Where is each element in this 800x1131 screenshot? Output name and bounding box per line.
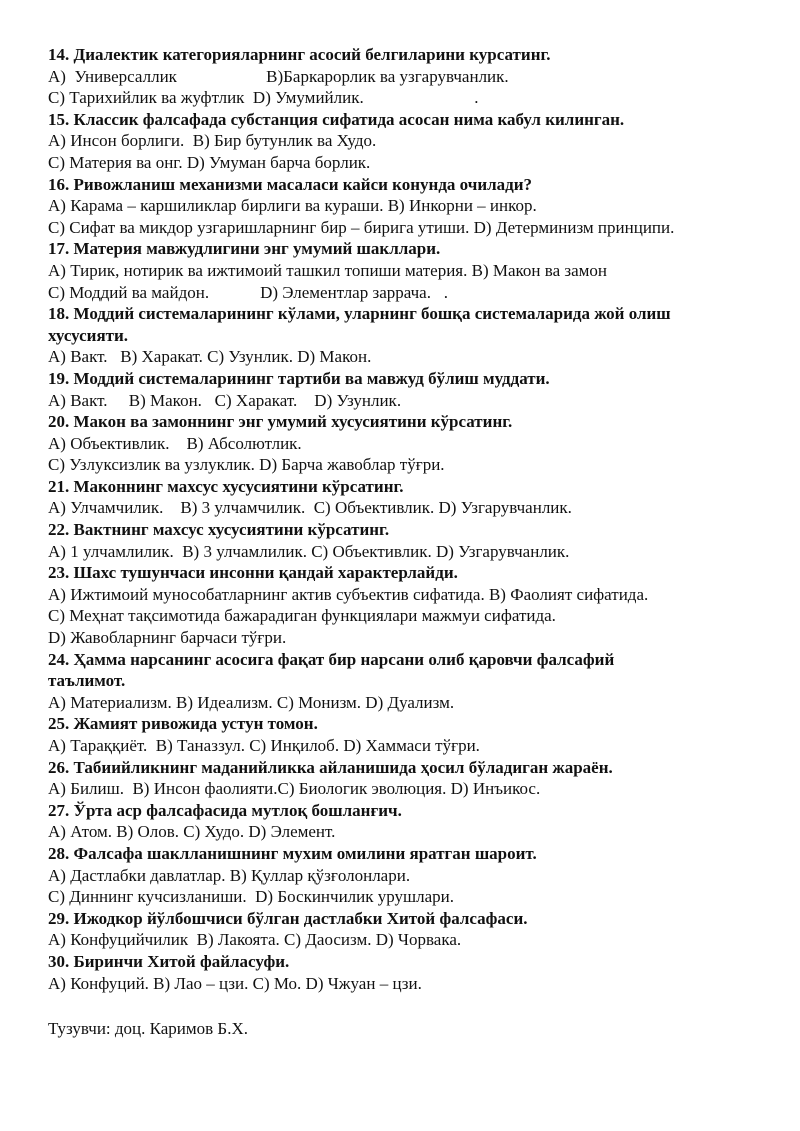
- answer-options: C) Моддий ва майдон. D) Элементлар заррача. .: [48, 282, 448, 302]
- question-text: 25. Жамият ривожида устун томон.: [48, 714, 318, 734]
- question-text: хусусияти.: [48, 325, 129, 345]
- question-text: 18. Моддий системаларининг кўлами, уларнинг бошқа системаларида жой олиш: [48, 304, 671, 324]
- author-signature: Тузувчи: доц. Каримов Б.Х.: [48, 1019, 248, 1038]
- question-text: 28. Фалсафа шаклланишнинг мухим омилини яратган шароит.: [48, 843, 537, 863]
- answer-options: C) Диннинг кучсизланиши. D) Боскинчилик урушлари.: [48, 887, 454, 907]
- answer-options: A) Универсаллик B)Баркарорлик ва узгарувчанлик.: [48, 66, 509, 86]
- question-text: 20. Макон ва замоннинг энг умумий хусусиятини кўрсатинг.: [48, 412, 513, 432]
- answer-options: A) 1 улчамлилик. B) 3 улчамлилик. C) Объективлик. D) Узгарувчанлик.: [48, 541, 570, 561]
- answer-options: A) Карама – каршиликлар бирлиги ва кураши. B) Инкорни – инкор.: [48, 196, 537, 216]
- question-list: [48, 44, 768, 994]
- question-text: 30. Биринчи Хитой файласуфи.: [48, 951, 290, 971]
- answer-options: A) Объективлик. B) Абсолютлик.: [48, 433, 302, 453]
- question-text: 14. Диалектик категорияларнинг асосий белгиларини курсатинг.: [48, 45, 551, 64]
- answer-options: A) Тараққиёт. B) Таназзул. C) Инқилоб. D) Хаммаси тўғри.: [48, 736, 480, 755]
- question-text: 29. Ижодкор йўлбошчиси бўлган дастлабки Хитой фалсафаси.: [48, 908, 528, 928]
- question-text: 26. Табиийликнинг маданийликка айланишида ҳосил бўладиган жараён.: [48, 757, 613, 777]
- answer-options: A) Инсон борлиги. B) Бир бутунлик ва Худо.: [48, 131, 377, 151]
- answer-options: A) Конфуцийчилик B) Лакоята. C) Даосизм. D) Чорвака.: [48, 930, 462, 950]
- answer-options: A) Материализм. B) Идеализм. C) Монизм. D) Дуализм.: [48, 692, 455, 712]
- answer-options: A) Вакт. B) Харакат. C) Узунлик. D) Макон.: [48, 347, 372, 367]
- answer-options: C) Материя ва онг. D) Умуман барча борлик.: [48, 152, 371, 172]
- question-text: 19. Моддий системаларининг тартиби ва мавжуд бўлиш муддати.: [48, 368, 550, 388]
- question-text: 27. Ўрта аср фалсафасида мутлоқ бошланғич.: [48, 800, 402, 820]
- answer-options: C) Тарихийлик ва жуфтлик D) Умумийлик. .: [48, 88, 479, 108]
- question-text: 17. Материя мавжудлигини энг умумий шакллари.: [48, 239, 441, 259]
- question-text: 21. Маконнинг махсус хусусиятини кўрсатинг.: [48, 476, 404, 496]
- question-text: таълимот.: [48, 671, 126, 691]
- question-text: 16. Ривожланиш механизми масаласи кайси конунда очилади?: [48, 174, 533, 194]
- answer-options: C) Узлуксизлик ва узлуклик. D) Барча жавоблар тўғри.: [48, 455, 445, 475]
- question-text: 23. Шахс тушунчаси инсонни қандай характерлайди.: [48, 563, 458, 583]
- answer-options: A) Тирик, нотирик ва ижтимоий ташкил топиши материя. B) Макон ва замон: [48, 260, 607, 280]
- question-text: 24. Ҳамма нарсанинг асосига фақат бир нарсани олиб қаровчи фалсафий: [48, 649, 615, 669]
- answer-options: A) Вакт. B) Макон. C) Харакат. D) Узунлик.: [48, 390, 402, 410]
- question-text: 15. Классик фалсафада субстанция сифатида асосан нима кабул килинган.: [48, 109, 625, 129]
- answer-options: A) Конфуций. B) Лао – цзи. C) Мо. D) Чжуан – цзи.: [48, 973, 422, 993]
- answer-options: D) Жавобларнинг барчаси тўғри.: [48, 628, 287, 648]
- answer-options: C) Сифат ва микдор узгаришларнинг бир – бирига утиши. D) Детерминизм принципи.: [48, 217, 675, 237]
- answer-options: A) Ижтимоий мунособатларнинг актив субъектив сифатида. B) Фаолият сифатида.: [48, 584, 649, 604]
- answer-options: A) Билиш. B) Инсон фаолияти.C) Биологик эволюция. D) Инъикос.: [48, 779, 541, 799]
- answer-options: A) Атом. B) Олов. C) Худо. D) Элемент.: [48, 822, 336, 842]
- question-text: 22. Вактнинг махсус хусусиятини кўрсатинг.: [48, 520, 390, 540]
- answer-options: A) Дастлабки давлатлар. B) Қуллар қўзғолонлари.: [48, 865, 411, 885]
- answer-options: A) Улчамчилик. B) 3 улчамчилик. C) Объективлик. D) Узгарувчанлик.: [48, 498, 572, 518]
- answer-options: C) Меҳнат тақсимотида бажарадиган функциялари мажмуи сифатида.: [48, 606, 556, 626]
